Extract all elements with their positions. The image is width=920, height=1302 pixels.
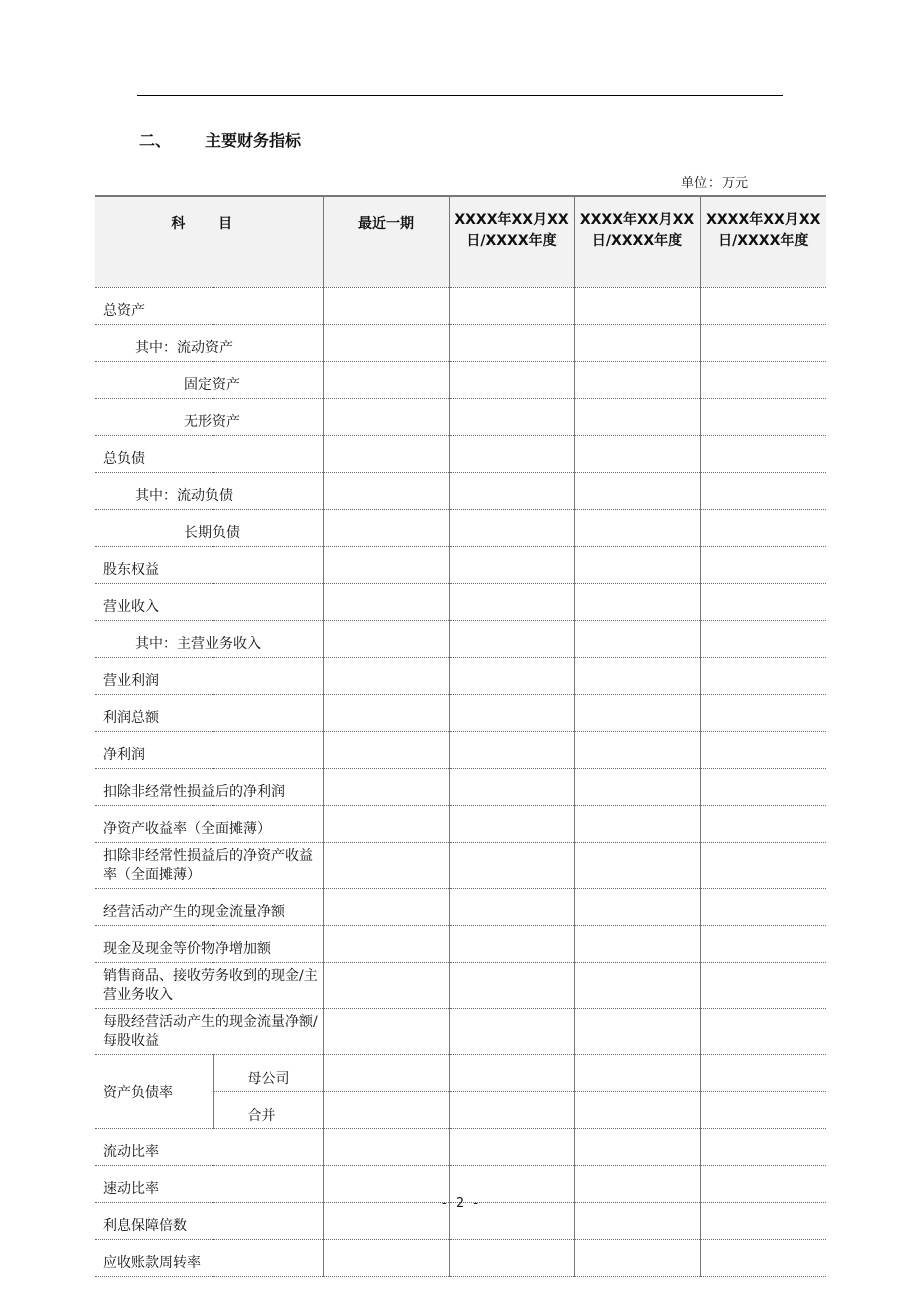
header-period-3: XXXX年XX月XX日/XXXX年度 bbox=[700, 196, 826, 288]
value-cell[interactable] bbox=[574, 732, 700, 769]
value-cell[interactable] bbox=[323, 732, 449, 769]
row-label: 其中：主营业务收入 bbox=[95, 621, 323, 658]
value-cell[interactable] bbox=[574, 621, 700, 658]
value-cell[interactable] bbox=[700, 1055, 826, 1092]
row-label: 扣除非经常性损益后的净利润 bbox=[95, 769, 323, 806]
value-cell[interactable] bbox=[449, 621, 574, 658]
table-row bbox=[95, 1129, 826, 1166]
value-cell[interactable] bbox=[449, 695, 574, 732]
value-cell[interactable] bbox=[574, 806, 700, 843]
value-cell[interactable] bbox=[574, 399, 700, 436]
table-row bbox=[95, 1009, 826, 1055]
value-cell[interactable] bbox=[700, 399, 826, 436]
value-cell[interactable] bbox=[449, 843, 574, 889]
value-cell[interactable] bbox=[449, 473, 574, 510]
value-cell[interactable] bbox=[700, 1009, 826, 1055]
value-cell[interactable] bbox=[449, 1055, 574, 1092]
value-cell[interactable] bbox=[323, 399, 449, 436]
value-cell[interactable] bbox=[449, 547, 574, 584]
unit-note bbox=[681, 172, 748, 191]
table-row bbox=[95, 362, 826, 399]
value-cell[interactable] bbox=[700, 362, 826, 399]
value-cell[interactable] bbox=[574, 1009, 700, 1055]
value-cell[interactable] bbox=[574, 889, 700, 926]
row-label: 无形资产 bbox=[95, 399, 323, 436]
section-title: 主要财务指标 bbox=[205, 131, 302, 150]
value-cell[interactable] bbox=[700, 473, 826, 510]
value-cell[interactable] bbox=[700, 732, 826, 769]
section-heading bbox=[139, 128, 301, 151]
header-recent: 最近一期 bbox=[323, 196, 449, 288]
value-cell[interactable] bbox=[700, 510, 826, 547]
value-cell[interactable] bbox=[449, 510, 574, 547]
table-row bbox=[95, 325, 826, 362]
header-rule bbox=[137, 95, 783, 96]
value-cell[interactable] bbox=[323, 584, 449, 621]
table-row bbox=[95, 658, 826, 695]
table-row bbox=[95, 288, 826, 325]
header-period-1: XXXX年XX月XX日/XXXX年度 bbox=[449, 196, 574, 288]
unit-colon: ： bbox=[708, 176, 722, 191]
table-row bbox=[95, 963, 826, 1009]
value-cell[interactable] bbox=[574, 584, 700, 621]
value-cell[interactable] bbox=[323, 926, 449, 963]
table-row bbox=[95, 473, 826, 510]
row-label: 营业利润 bbox=[95, 658, 323, 695]
table-row bbox=[95, 621, 826, 658]
row-label: 其中：流动资产 bbox=[95, 325, 323, 362]
leverage-sub-parent: 母公司 bbox=[213, 1055, 323, 1092]
unit-label: 单位 bbox=[681, 176, 708, 191]
value-cell[interactable] bbox=[323, 1055, 449, 1092]
row-label: 利息保障倍数 bbox=[95, 1203, 323, 1240]
value-cell[interactable] bbox=[323, 362, 449, 399]
value-cell[interactable] bbox=[574, 362, 700, 399]
value-cell[interactable] bbox=[574, 1240, 700, 1277]
value-cell[interactable] bbox=[700, 658, 826, 695]
row-label: 速动比率 bbox=[95, 1166, 323, 1203]
table-row bbox=[95, 399, 826, 436]
value-cell[interactable] bbox=[574, 547, 700, 584]
value-cell[interactable] bbox=[449, 1240, 574, 1277]
table-row bbox=[95, 1055, 826, 1092]
value-cell[interactable] bbox=[700, 621, 826, 658]
table-row bbox=[95, 510, 826, 547]
leverage-sub-consolidated: 合并 bbox=[213, 1092, 323, 1129]
value-cell[interactable] bbox=[700, 695, 826, 732]
value-cell[interactable] bbox=[449, 436, 574, 473]
value-cell[interactable] bbox=[700, 584, 826, 621]
value-cell[interactable] bbox=[449, 325, 574, 362]
value-cell[interactable] bbox=[323, 473, 449, 510]
header-subject: 科 目 bbox=[95, 196, 323, 288]
row-label: 净利润 bbox=[95, 732, 323, 769]
value-cell[interactable] bbox=[574, 510, 700, 547]
value-cell[interactable] bbox=[574, 473, 700, 510]
value-cell[interactable] bbox=[449, 288, 574, 325]
value-cell[interactable] bbox=[574, 695, 700, 732]
value-cell[interactable] bbox=[323, 1129, 449, 1166]
row-label: 净资产收益率（全面摊薄） bbox=[95, 806, 323, 843]
value-cell[interactable] bbox=[574, 1129, 700, 1166]
table-row bbox=[95, 843, 826, 889]
value-cell[interactable] bbox=[700, 889, 826, 926]
page-number: - 2 - bbox=[440, 1196, 480, 1211]
row-label: 股东权益 bbox=[95, 547, 323, 584]
value-cell[interactable] bbox=[323, 1009, 449, 1055]
value-cell[interactable] bbox=[323, 695, 449, 732]
value-cell[interactable] bbox=[323, 621, 449, 658]
value-cell[interactable] bbox=[700, 769, 826, 806]
value-cell[interactable] bbox=[700, 963, 826, 1009]
row-label: 总负债 bbox=[95, 436, 323, 473]
value-cell[interactable] bbox=[700, 288, 826, 325]
row-label: 长期负债 bbox=[95, 510, 323, 547]
value-cell[interactable] bbox=[700, 1129, 826, 1166]
value-cell[interactable] bbox=[449, 1129, 574, 1166]
row-label: 固定资产 bbox=[95, 362, 323, 399]
row-label: 总资产 bbox=[95, 288, 323, 325]
value-cell[interactable] bbox=[449, 658, 574, 695]
value-cell[interactable] bbox=[574, 1092, 700, 1129]
value-cell[interactable] bbox=[323, 288, 449, 325]
table-row bbox=[95, 806, 826, 843]
value-cell[interactable] bbox=[323, 510, 449, 547]
section-number: 二、 bbox=[139, 131, 172, 150]
value-cell[interactable] bbox=[449, 399, 574, 436]
value-cell[interactable] bbox=[323, 325, 449, 362]
value-cell[interactable] bbox=[323, 436, 449, 473]
value-cell[interactable] bbox=[449, 584, 574, 621]
value-cell[interactable] bbox=[449, 1009, 574, 1055]
table-row bbox=[95, 732, 826, 769]
value-cell[interactable] bbox=[574, 843, 700, 889]
value-cell[interactable] bbox=[323, 547, 449, 584]
row-label: 现金及现金等价物净增加额 bbox=[95, 926, 323, 963]
value-cell[interactable] bbox=[323, 1092, 449, 1129]
value-cell[interactable] bbox=[323, 889, 449, 926]
value-cell[interactable] bbox=[449, 769, 574, 806]
table-row bbox=[95, 926, 826, 963]
value-cell[interactable] bbox=[323, 1240, 449, 1277]
value-cell[interactable] bbox=[323, 843, 449, 889]
value-cell[interactable] bbox=[700, 1092, 826, 1129]
row-label: 利润总额 bbox=[95, 695, 323, 732]
unit-value: 万元 bbox=[722, 176, 749, 191]
value-cell[interactable] bbox=[323, 963, 449, 1009]
value-cell[interactable] bbox=[574, 288, 700, 325]
value-cell[interactable] bbox=[700, 806, 826, 843]
table-row bbox=[95, 1240, 826, 1277]
table-row bbox=[95, 584, 826, 621]
leverage-label: 资产负债率 bbox=[95, 1055, 213, 1129]
row-label: 应收账款周转率 bbox=[95, 1240, 323, 1277]
table-row bbox=[95, 547, 826, 584]
value-cell[interactable] bbox=[574, 926, 700, 963]
value-cell[interactable] bbox=[449, 732, 574, 769]
row-label: 经营活动产生的现金流量净额 bbox=[95, 889, 323, 926]
financial-indicators-table bbox=[95, 195, 826, 1277]
value-cell[interactable] bbox=[700, 547, 826, 584]
value-cell[interactable] bbox=[449, 806, 574, 843]
value-cell[interactable] bbox=[700, 926, 826, 963]
value-cell[interactable] bbox=[449, 1092, 574, 1129]
row-label: 扣除非经常性损益后的净资产收益率（全面摊薄） bbox=[95, 843, 323, 889]
value-cell[interactable] bbox=[449, 362, 574, 399]
value-cell[interactable] bbox=[449, 963, 574, 1009]
value-cell[interactable] bbox=[700, 1240, 826, 1277]
table-row bbox=[95, 769, 826, 806]
value-cell[interactable] bbox=[323, 769, 449, 806]
table-row bbox=[95, 436, 826, 473]
value-cell[interactable] bbox=[323, 806, 449, 843]
value-cell[interactable] bbox=[574, 963, 700, 1009]
header-period-2: XXXX年XX月XX日/XXXX年度 bbox=[574, 196, 700, 288]
value-cell[interactable] bbox=[700, 325, 826, 362]
value-cell[interactable] bbox=[574, 1055, 700, 1092]
value-cell[interactable] bbox=[449, 926, 574, 963]
value-cell[interactable] bbox=[700, 436, 826, 473]
row-label: 流动比率 bbox=[95, 1129, 323, 1166]
row-label: 销售商品、接收劳务收到的现金/主营业务收入 bbox=[95, 963, 323, 1009]
value-cell[interactable] bbox=[574, 658, 700, 695]
row-label: 其中：流动负债 bbox=[95, 473, 323, 510]
row-label: 每股经营活动产生的现金流量净额/每股收益 bbox=[95, 1009, 323, 1055]
table-body bbox=[95, 288, 826, 1277]
table-row bbox=[95, 695, 826, 732]
value-cell[interactable] bbox=[574, 436, 700, 473]
value-cell[interactable] bbox=[323, 658, 449, 695]
row-label: 营业收入 bbox=[95, 584, 323, 621]
header-row bbox=[95, 196, 826, 288]
value-cell[interactable] bbox=[574, 769, 700, 806]
table-row bbox=[95, 889, 826, 926]
value-cell[interactable] bbox=[449, 889, 574, 926]
value-cell[interactable] bbox=[574, 325, 700, 362]
value-cell[interactable] bbox=[700, 843, 826, 889]
